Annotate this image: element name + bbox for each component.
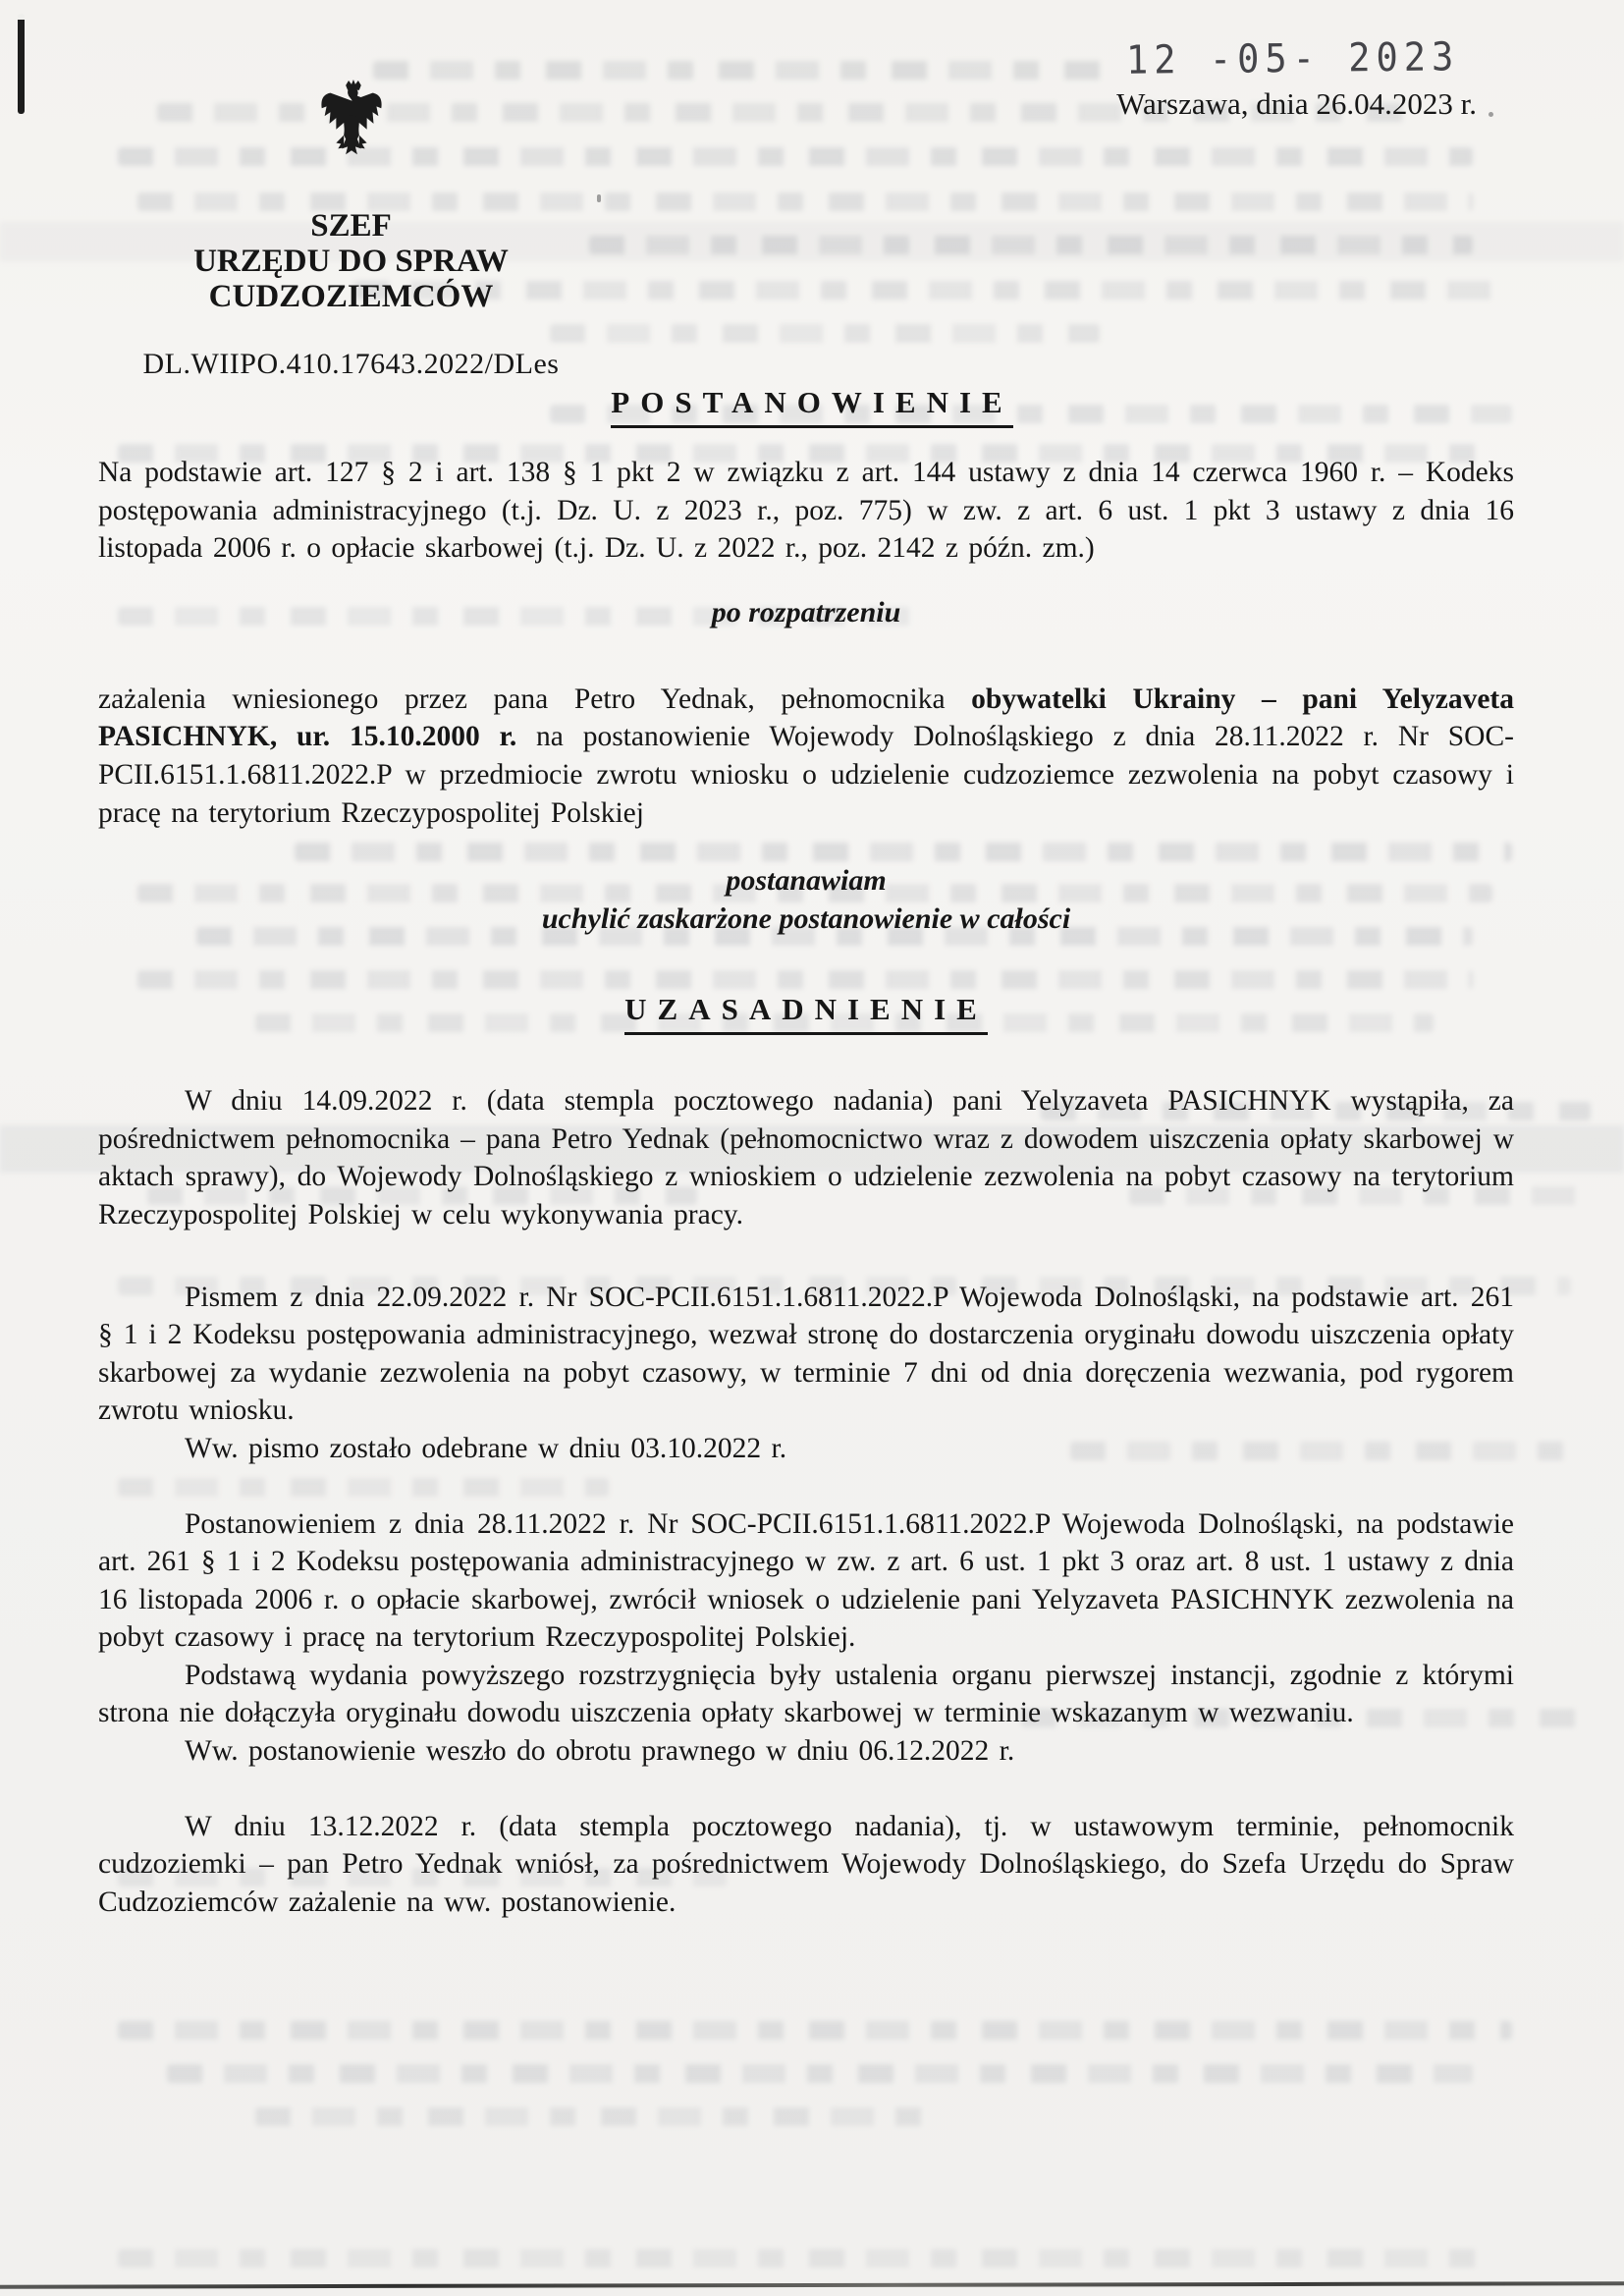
case-reference-number: DL.WIIPO.410.17643.2022/DLes [142,348,560,380]
issuer-line-1: SZEF [310,208,392,244]
decision-text: uchylić zaskarżone postanowienie w całości [541,902,1071,936]
bleed-through-artifact [118,2249,1492,2268]
justification-heading: UZASADNIENIE [624,992,988,1035]
document-body [98,454,1514,1921]
bleed-through-artifact [118,2021,1512,2040]
justification-paragraph: Pismem z dnia 22.09.2022 r. Nr SOC-PCII.6151.1.6811.2022.P Wojewoda Dolnośląski, na podstawie art. 261 § 1 i 2 Kodeksu postępowania administracyjnego, wezwał stronę do dostarczenia oryginału dowodu uiszczenia opłaty skarbowej za wydanie zezwolenia na pobyt czasowy, w terminie 7 dni od dnia doręczenia wezwania, pod rygorem zwrotu wniosku. [98,1281,1514,1427]
bleed-through-artifact [167,2064,1473,2083]
scan-edge-artifact-bottom [0,2281,1624,2288]
bleed-through-artifact [255,2107,943,2126]
bleed-through-artifact [373,61,1119,80]
justification-paragraph: Ww. postanowienie weszło do obrotu prawnego w dniu 06.12.2022 r. [185,1735,1015,1768]
received-date-stamp: 12 -05- 2023 [1125,33,1460,83]
complaint-party-bold: obywatelki Ukrainy – pani Yelyzaveta PASICHNYK, ur. 15.10.2000 r. [98,683,1514,753]
polish-eagle-emblem [315,79,388,163]
justification-paragraph: W dniu 13.12.2022 r. (data stempla pocztowego nadania), tj. w ustawowym terminie, pełnomocnik cudzoziemki – pan Petro Yednak wniósł, za pośrednictwem Wojewody Dolnośląskiego, do Szefa Urzędu do Spraw Cudzoziemców zażalenie na ww. postanowienie. [98,1810,1514,1918]
scan-speck [1489,112,1493,117]
after-consideration-label: po rozpatrzeniu [711,595,901,629]
justification-paragraph: Podstawą wydania powyższego rozstrzygnięcia były ustalenia organu pierwszej instancji, zgodnie z którymi strona nie dołączyła oryginału dowodu uiszczenia opłaty skarbowej w terminie wskazanym w wezwaniu. [98,1659,1514,1729]
bleed-through-artifact [550,324,1100,343]
justification-paragraph: Postanowieniem z dnia 28.11.2022 r. Nr SOC-PCII.6151.1.6811.2022.P Wojewoda Dolnośląski, na podstawie art. 261 § 1 i 2 Kodeksu postępowania administracyjnego w zw. z art. 6 ust. 1 pkt 3 oraz art. 8 ust. 1 ustawy z dnia 16 listopada 2006 r. o opłacie skarbowej, zwrócił wniosek o udzielenie pani Yelyzaveta PASICHNYK zezwolenia na pobyt czasowy i pracę na terytorium Rzeczypospolitej Polskiej. [98,1507,1514,1654]
place-date-line: Warszawa, dnia 26.04.2023 r. [1116,86,1477,121]
complaint-paragraph [98,681,1514,832]
decision-label: postanawiam [726,864,887,898]
complaint-text-before: zażalenia wniesionego przez pana Petro Yednak, pełnomocnika [98,683,972,715]
legal-basis-paragraph: Na podstawie art. 127 § 2 i art. 138 § 1 pkt 2 w związku z art. 144 ustawy z dnia 14 czerwca 1960 r. – Kodeks postępowania administracyjnego (t.j. Dz. U. z 2023 r., poz. 775) w zw. z art. 6 ust. 1 pkt 3 ustawy z dnia 16 listopada 2006 r. o opłacie skarbowej (t.j. Dz. U. z 2022 r., poz. 2142 z późn. zm.) [98,457,1514,565]
justification-paragraph: Ww. pismo zostało odebrane w dniu 03.10.2022 r. [185,1432,787,1464]
justification-paragraph: W dniu 14.09.2022 r. (data stempla pocztowego nadania) pani Yelyzaveta PASICHNYK wystąpiła, za pośrednictwem pełnomocnika – pana Petro Yednak (pełnomocnictwo wraz z dowodem uiszczenia opłaty skarbowej w aktach sprawy), do Wojewody Dolnośląskiego z wnioskiem o udzielenie zezwolenia na pobyt czasowy na terytorium Rzeczypospolitej Polskiej w celu wykonywania pracy. [98,1085,1514,1230]
scan-speck [597,194,601,202]
document-title: POSTANOWIENIE [611,385,1012,428]
issuer-line-2: URZĘDU DO SPRAW CUDZOZIEMCÓW [193,244,509,314]
bleed-through-artifact [589,236,1473,254]
scan-edge-artifact-left [18,14,25,114]
complaint-text-after: na postanowienie Wojewody Dolnośląskiego z dnia 28.11.2022 r. Nr SOC-PCII.6151.1.6811.2022.P w przedmiocie zwrotu wniosku o udzielenie cudzoziemce zezwolenia na pobyt czasowy i pracę na terytorium Rzeczypospolitej Polskiej [98,721,1514,829]
letterhead [93,79,609,381]
